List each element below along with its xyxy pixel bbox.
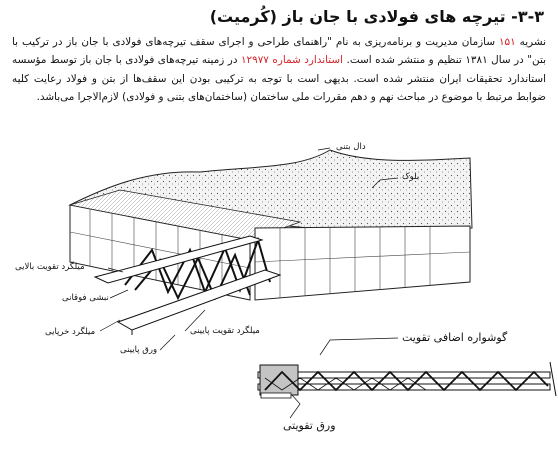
publication-number: ۱۵۱	[498, 36, 516, 48]
section-heading: ۳-۳- تیرچه های فولادی با جان باز (کُرمیت)	[209, 7, 544, 26]
label-zigzag-bar: میلگرد خرپایی	[45, 327, 96, 337]
label-top-angle: نبشی فوقانی	[62, 293, 109, 303]
label-slab: دال بتنی	[336, 142, 366, 152]
paragraph-text-2: سازمان مدیریت و برنامه‌ریزی به نام "راهنمای طراحی و اجرای سقف تیرچه‌های فولادی با جان باز در ترکیب با بتن" در سال ۱۳۸۱ تنظیم و منتشر شده است.	[12, 36, 546, 67]
label-reinforcing-plate: ورق تقویتی	[283, 419, 336, 432]
label-top-rebar: میلگرد تقویت بالایی	[15, 262, 85, 272]
label-extra-gusset: گوشواره اضافی تقویت	[402, 331, 508, 344]
paragraph-text-1: نشریه	[515, 36, 546, 48]
label-bottom-plate: ورق پایینی	[120, 345, 158, 355]
paragraph-text-3: در زمینه تیرچه‌های فولادی با جان باز توسط مؤسسه استاندارد تحقیقات ایران منتشر شده است. بدیهی است با توجه به ترکیبی بودن این سقف‌ها از بتن و فولاد رعایت کلیه ضوابط مرتبط با موضوع در مباحث نهم و دهم مقررات ملی ساختمان (ساختمان‌های بتنی و فولادی) لازم‌الاجرا می‌باشد.	[12, 54, 546, 104]
label-bottom-rebar: میلگرد تقویت پایینی	[190, 326, 260, 336]
standard-number: استاندارد شماره ۱۲۹۷۷	[240, 54, 344, 67]
label-block: بلوک	[402, 172, 420, 182]
